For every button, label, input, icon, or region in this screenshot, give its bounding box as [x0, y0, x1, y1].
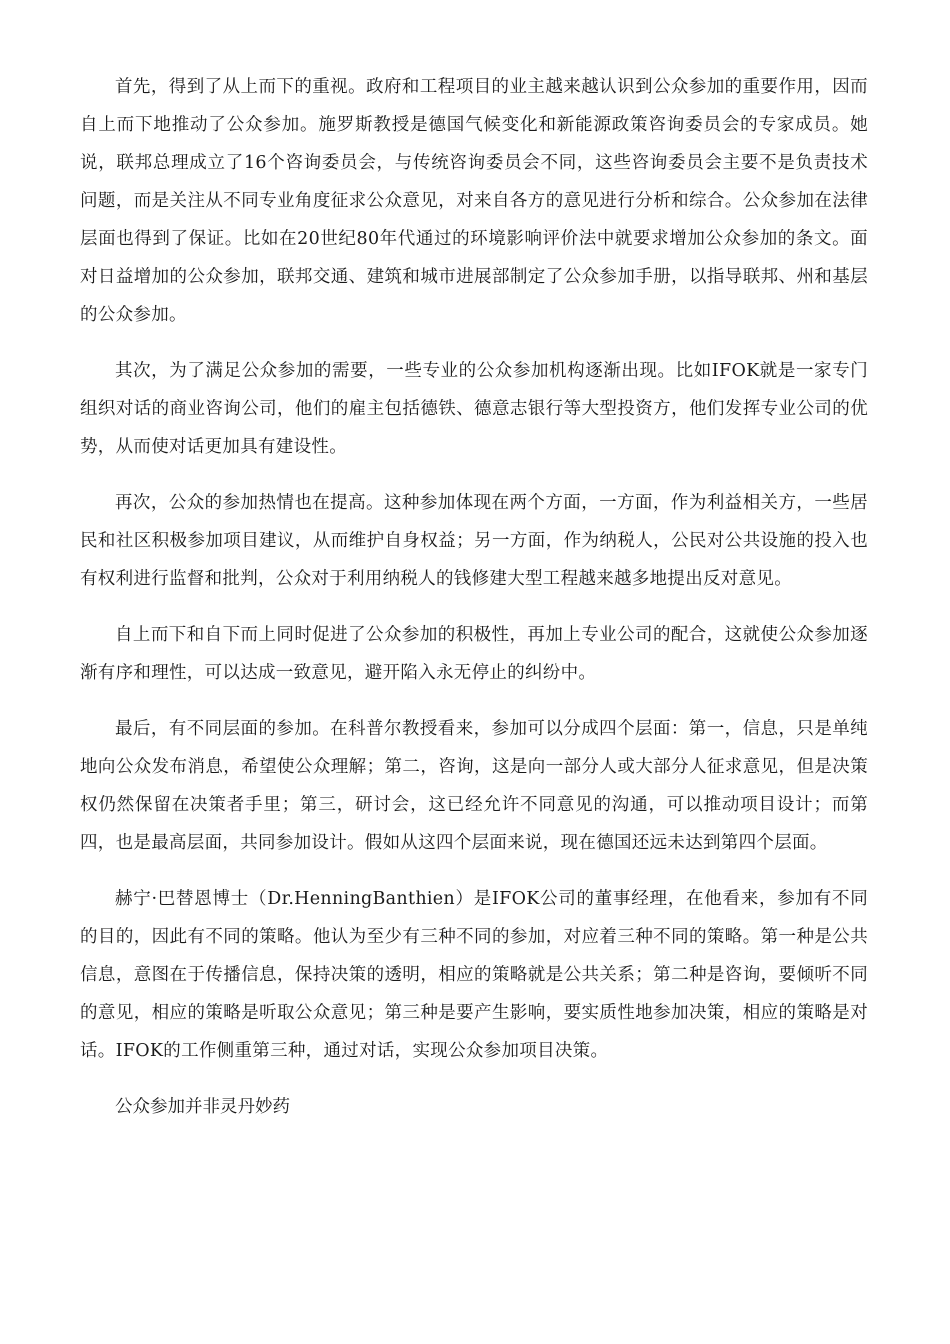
paragraph-5: 最后，有不同层面的参加。在科普尔教授看来，参加可以分成四个层面：第一，信息，只是单纯地向公众发布消息，希望使公众理解；第二，咨询，这是向一部分人或大部分人征求意见，但是决策权仍然保留在决策者手里；第三，研讨会，这已经允许不同意见的沟通，可以推动项目设计；而第四，也是最高层面，共同参加设计。假如从这四个层面来说，现在德国还远未达到第四个层面。: [80, 719, 868, 853]
paragraph-6: 赫宁·巴替恩博士（Dr.HenningBanthien）是IFOK公司的董事经理，在他看来，参加有不同的目的，因此有不同的策略。他认为至少有三种不同的参加，对应着三种不同的策略。第一种是公共信息，意图在于传播信息，保持决策的透明，相应的策略就是公共关系；第二种是咨询，要倾听不同的意见，相应的策略是听取公众意见；第三种是要产生影响，要实质性地参加决策，相应的策略是对话。IFOK的工作侧重第三种，通过对话，实现公众参加项目决策。: [80, 889, 868, 1061]
paragraph-4: 自上而下和自下而上同时促进了公众参加的积极性，再加上专业公司的配合，这就使公众参加逐渐有序和理性，可以达成一致意见，避开陷入永无停止的纠纷中。: [80, 625, 868, 683]
paragraph-1: 首先，得到了从上而下的重视。政府和工程项目的业主越来越认识到公众参加的重要作用，因而自上而下地推动了公众参加。施罗斯教授是德国气候变化和新能源政策咨询委员会的专家成员。她说，联邦总理成立了16个咨询委员会，与传统咨询委员会不同，这些咨询委员会主要不是负责技术问题，而是关注从不同专业角度征求公众意见，对来自各方的意见进行分析和综合。公众参加在法律层面也得到了保证。比如在20世纪80年代通过的环境影响评价法中就要求增加公众参加的条文。面对日益增加的公众参加，联邦交通、建筑和城市进展部制定了公众参加手册，以指导联邦、州和基层的公众参加。: [80, 77, 868, 325]
paragraph-3: 再次，公众的参加热情也在提高。这种参加体现在两个方面，一方面，作为利益相关方，一些居民和社区积极参加项目建议，从而维护自身权益；另一方面，作为纳税人，公民对公共设施的投入也有权利进行监督和批判，公众对于利用纳税人的钱修建大型工程越来越多地提出反对意见。: [80, 493, 868, 589]
paragraph-2: 其次，为了满足公众参加的需要，一些专业的公众参加机构逐渐出现。比如IFOK就是一家专门组织对话的商业咨询公司，他们的雇主包括德铁、德意志银行等大型投资方，他们发挥专业公司的优势，从而使对话更加具有建设性。: [80, 361, 868, 457]
section-heading: 公众参加并非灵丹妙药: [115, 1097, 290, 1117]
document-page: [80, 68, 868, 1126]
